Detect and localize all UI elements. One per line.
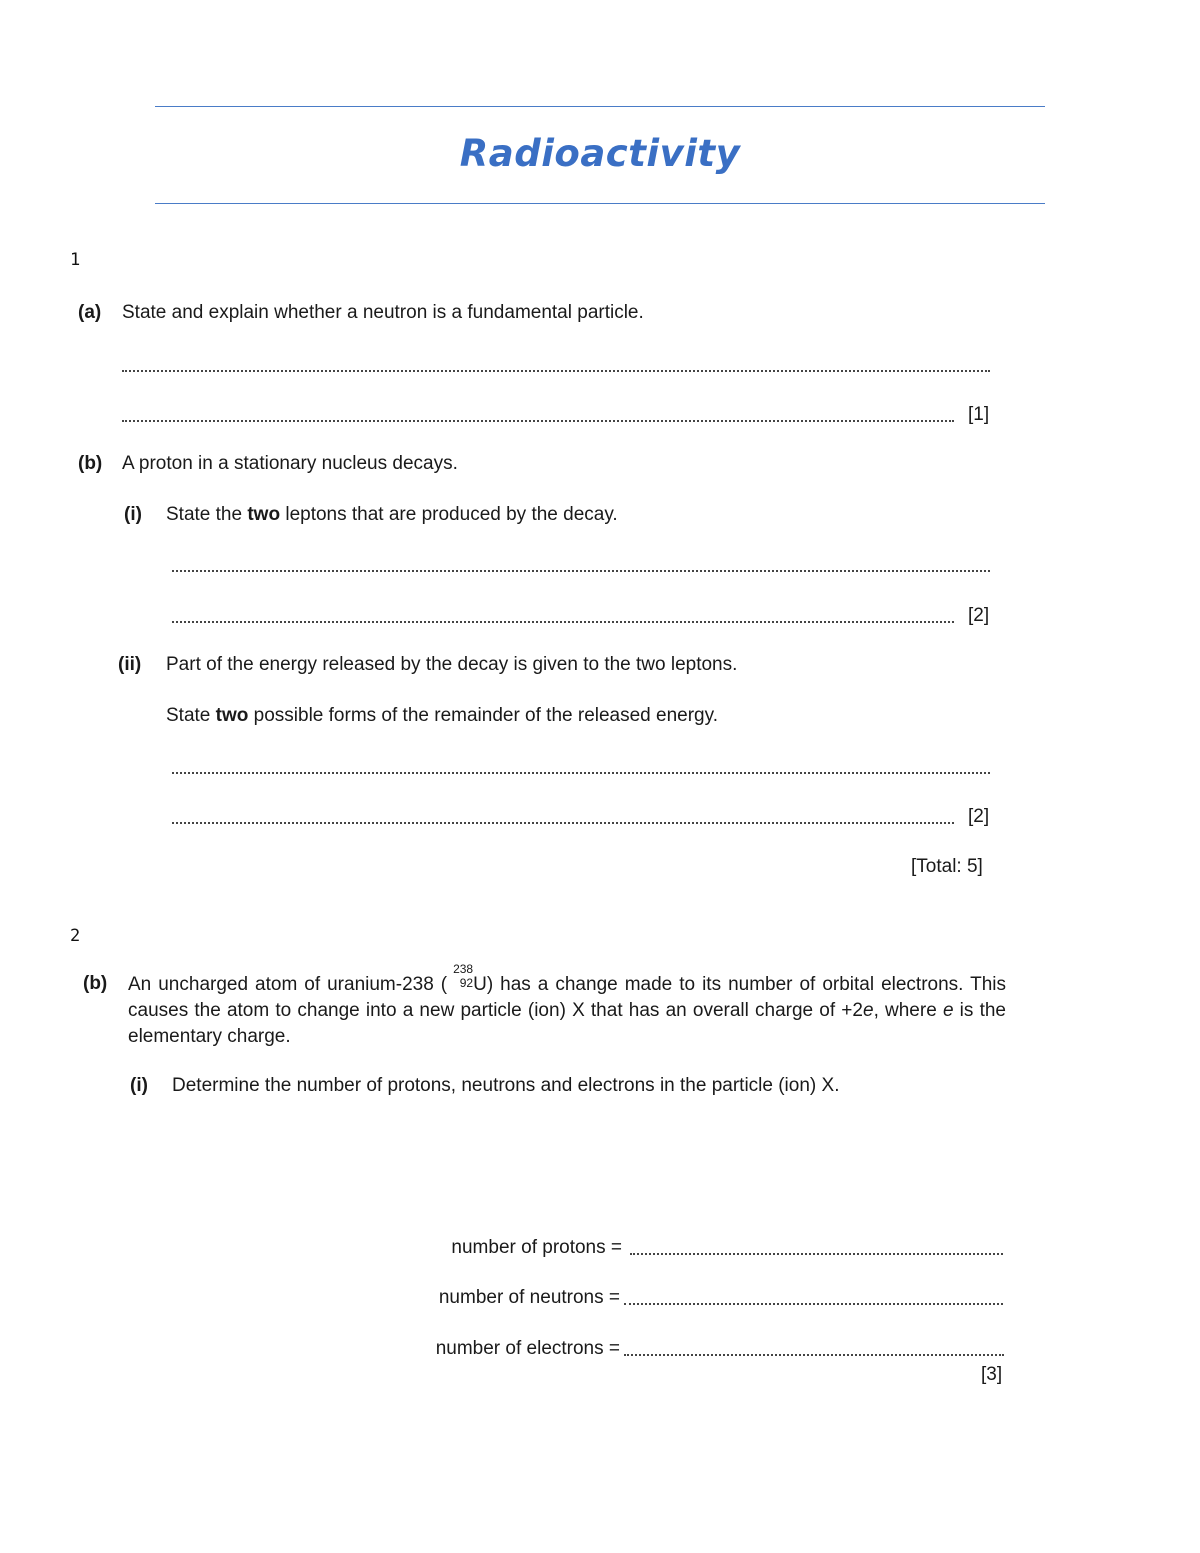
question-number: 2 [70, 926, 81, 946]
text-segment: leptons that are produced by the decay. [280, 504, 618, 525]
total-marks: [Total: 5] [911, 856, 983, 877]
electrons-answer-line [624, 1354, 1004, 1356]
title-rule-top [155, 106, 1045, 107]
page-title: Radioactivity [459, 132, 741, 175]
question-text [166, 705, 718, 727]
electrons-label: number of electrons = [435, 1338, 620, 1359]
subpart-label: (i) [130, 1075, 148, 1096]
title-rule-bottom [155, 203, 1045, 204]
protons-label: number of protons = [451, 1237, 622, 1258]
marks-label: [3] [981, 1364, 1003, 1385]
emphasis-text: two [247, 504, 281, 525]
emphasis-text: two [215, 705, 249, 726]
subpart-label: (ii) [118, 654, 142, 675]
nuclide-notation [447, 962, 474, 993]
text-segment: ) has a change made to its number of orbital electrons. This causes the atom to change into a new particle (ion) X that has an overall charge of +2 [128, 974, 1006, 1021]
part-label: (b) [78, 453, 103, 474]
protons-answer-line [630, 1253, 1003, 1255]
answer-line [172, 822, 954, 824]
answer-line [122, 370, 990, 372]
question-text [166, 504, 618, 526]
atomic-number: 92 [459, 976, 474, 990]
text-segment: An uncharged atom of uranium-238 ( [128, 974, 448, 995]
text-segment: possible forms of the remainder of the released energy. [248, 705, 718, 726]
element-symbol: U [473, 974, 487, 995]
part-label: (a) [78, 302, 102, 323]
neutrons-label: number of neutrons = [438, 1287, 620, 1308]
part-label: (b) [83, 973, 108, 994]
subpart-label: (i) [124, 504, 142, 525]
question-text: A proton in a stationary nucleus decays. [122, 453, 458, 474]
charge-symbol: e [862, 1000, 874, 1021]
question-text: State and explain whether a neutron is a fundamental particle. [122, 302, 644, 323]
marks-label: [2] [968, 806, 990, 827]
answer-line [172, 570, 990, 572]
mass-number: 238 [453, 962, 474, 976]
text-segment: State [166, 705, 216, 726]
answer-line [172, 772, 990, 774]
text-segment: State the [166, 504, 248, 525]
question-number: 1 [70, 250, 81, 270]
marks-label: [1] [968, 404, 990, 425]
answer-line [172, 621, 954, 623]
charge-symbol: e [942, 1000, 954, 1021]
text-segment: , where [873, 1000, 943, 1021]
question-text: Part of the energy released by the decay is given to the two leptons. [166, 654, 738, 675]
text-segment: is the elementary charge. [128, 1000, 1006, 1047]
question-paragraph [128, 962, 1006, 1050]
marks-label: [2] [968, 605, 990, 626]
answer-line [122, 420, 954, 422]
neutrons-answer-line [624, 1303, 1003, 1305]
question-text: Determine the number of protons, neutrons and electrons in the particle (ion) X. [172, 1075, 840, 1096]
